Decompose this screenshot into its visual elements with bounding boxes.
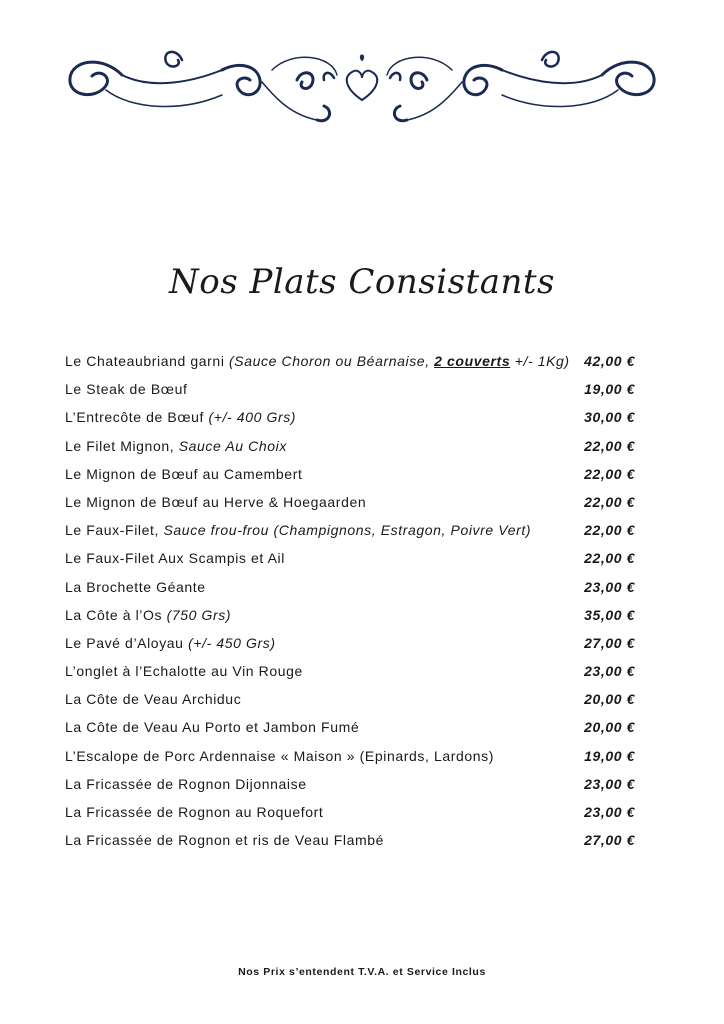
footer-note: Nos Prix s’entendent T.V.A. et Service Inclus (238, 966, 486, 978)
dish-detail: Sauce frou-frou (Champignons, Estragon, Poivre Vert) (163, 522, 532, 539)
dish-price: 30,00 € (584, 409, 635, 426)
dish-price: 20,00 € (584, 719, 635, 736)
dish-name: L’onglet à l’Echalotte au Vin Rouge (65, 663, 303, 680)
menu-item (65, 403, 635, 431)
dish-price: 22,00 € (584, 522, 635, 539)
menu-item (65, 516, 635, 544)
dish-name: Le Faux-Filet Aux Scampis et Ail (65, 550, 285, 567)
dish-detail: (+/- 450 Grs) (188, 634, 276, 651)
menu-item (65, 375, 635, 403)
dish-price: 23,00 € (584, 578, 635, 595)
dish-name: L’Entrecôte de Bœuf (65, 409, 209, 426)
menu-item (65, 657, 635, 685)
menu-item (65, 460, 635, 488)
menu-item (65, 488, 635, 516)
dish-detail-emphasis: 2 couverts (434, 353, 511, 369)
menu-item (65, 573, 635, 601)
dish-name: La Fricassée de Rognon Dijonnaise (65, 775, 307, 792)
page-title: Nos Plats Consistants (168, 262, 555, 302)
dish-name: Le Steak de Bœuf (65, 381, 188, 398)
dish-price: 20,00 € (584, 691, 635, 708)
menu-item (65, 347, 635, 375)
menu-item (65, 544, 635, 572)
menu-item (65, 685, 635, 713)
dish-name: Le Pavé d’Aloyau (65, 634, 189, 651)
dish-name: La Côte de Veau Au Porto et Jambon Fumé (65, 719, 360, 736)
dish-name: Le Chateaubriand garni (65, 353, 225, 369)
dish-detail: Sauce Au Choix (178, 437, 287, 454)
scroll-flourish-heart-icon (62, 40, 662, 135)
dish-name: Le Faux-Filet, (65, 522, 164, 539)
dish-price: 23,00 € (584, 804, 635, 820)
menu-list (65, 347, 635, 854)
menu-item (65, 826, 635, 854)
dish-price: 22,00 € (584, 465, 635, 482)
dish-price: 19,00 € (584, 381, 635, 398)
dish-name: L’Escalope de Porc Ardennaise « Maison » (Epinards, Lardons) (65, 747, 495, 764)
menu-item (65, 798, 635, 826)
dish-name: Le Mignon de Bœuf au Camembert (65, 465, 303, 482)
menu-item (65, 629, 635, 657)
dish-name: Le Mignon de Bœuf au Herve & Hoegaarden (65, 493, 367, 510)
dish-price: 35,00 € (584, 606, 635, 623)
dish-name: Le Filet Mignon, (65, 437, 179, 454)
dish-price: 22,00 € (584, 437, 635, 454)
dish-detail: (+/- 400 Grs) (208, 409, 297, 426)
menu-item (65, 601, 635, 629)
dish-name: La Brochette Géante (65, 578, 206, 595)
menu-item (65, 432, 635, 460)
dish-detail: (Sauce Choron ou Béarnaise, 2 couverts +/- 1Kg) (229, 353, 570, 369)
dish-name: La Fricassée de Rognon au Roquefort (65, 804, 324, 820)
menu-item (65, 742, 635, 770)
dish-price: 19,00 € (584, 747, 635, 764)
dish-price: 22,00 € (584, 550, 635, 567)
dish-name: La Côte à l’Os (65, 606, 167, 623)
dish-price: 23,00 € (584, 775, 635, 792)
dish-price: 23,00 € (584, 663, 635, 680)
dish-price: 27,00 € (584, 634, 635, 651)
dish-name: La Côte de Veau Archiduc (65, 691, 242, 708)
dish-price: 27,00 € (584, 832, 635, 849)
dish-price: 22,00 € (584, 493, 635, 510)
dish-price: 42,00 € (584, 353, 635, 369)
dish-detail: (750 Grs) (166, 606, 232, 623)
dish-name: La Fricassée de Rognon et ris de Veau Flambé (65, 832, 385, 849)
menu-item (65, 770, 635, 798)
menu-item (65, 713, 635, 741)
